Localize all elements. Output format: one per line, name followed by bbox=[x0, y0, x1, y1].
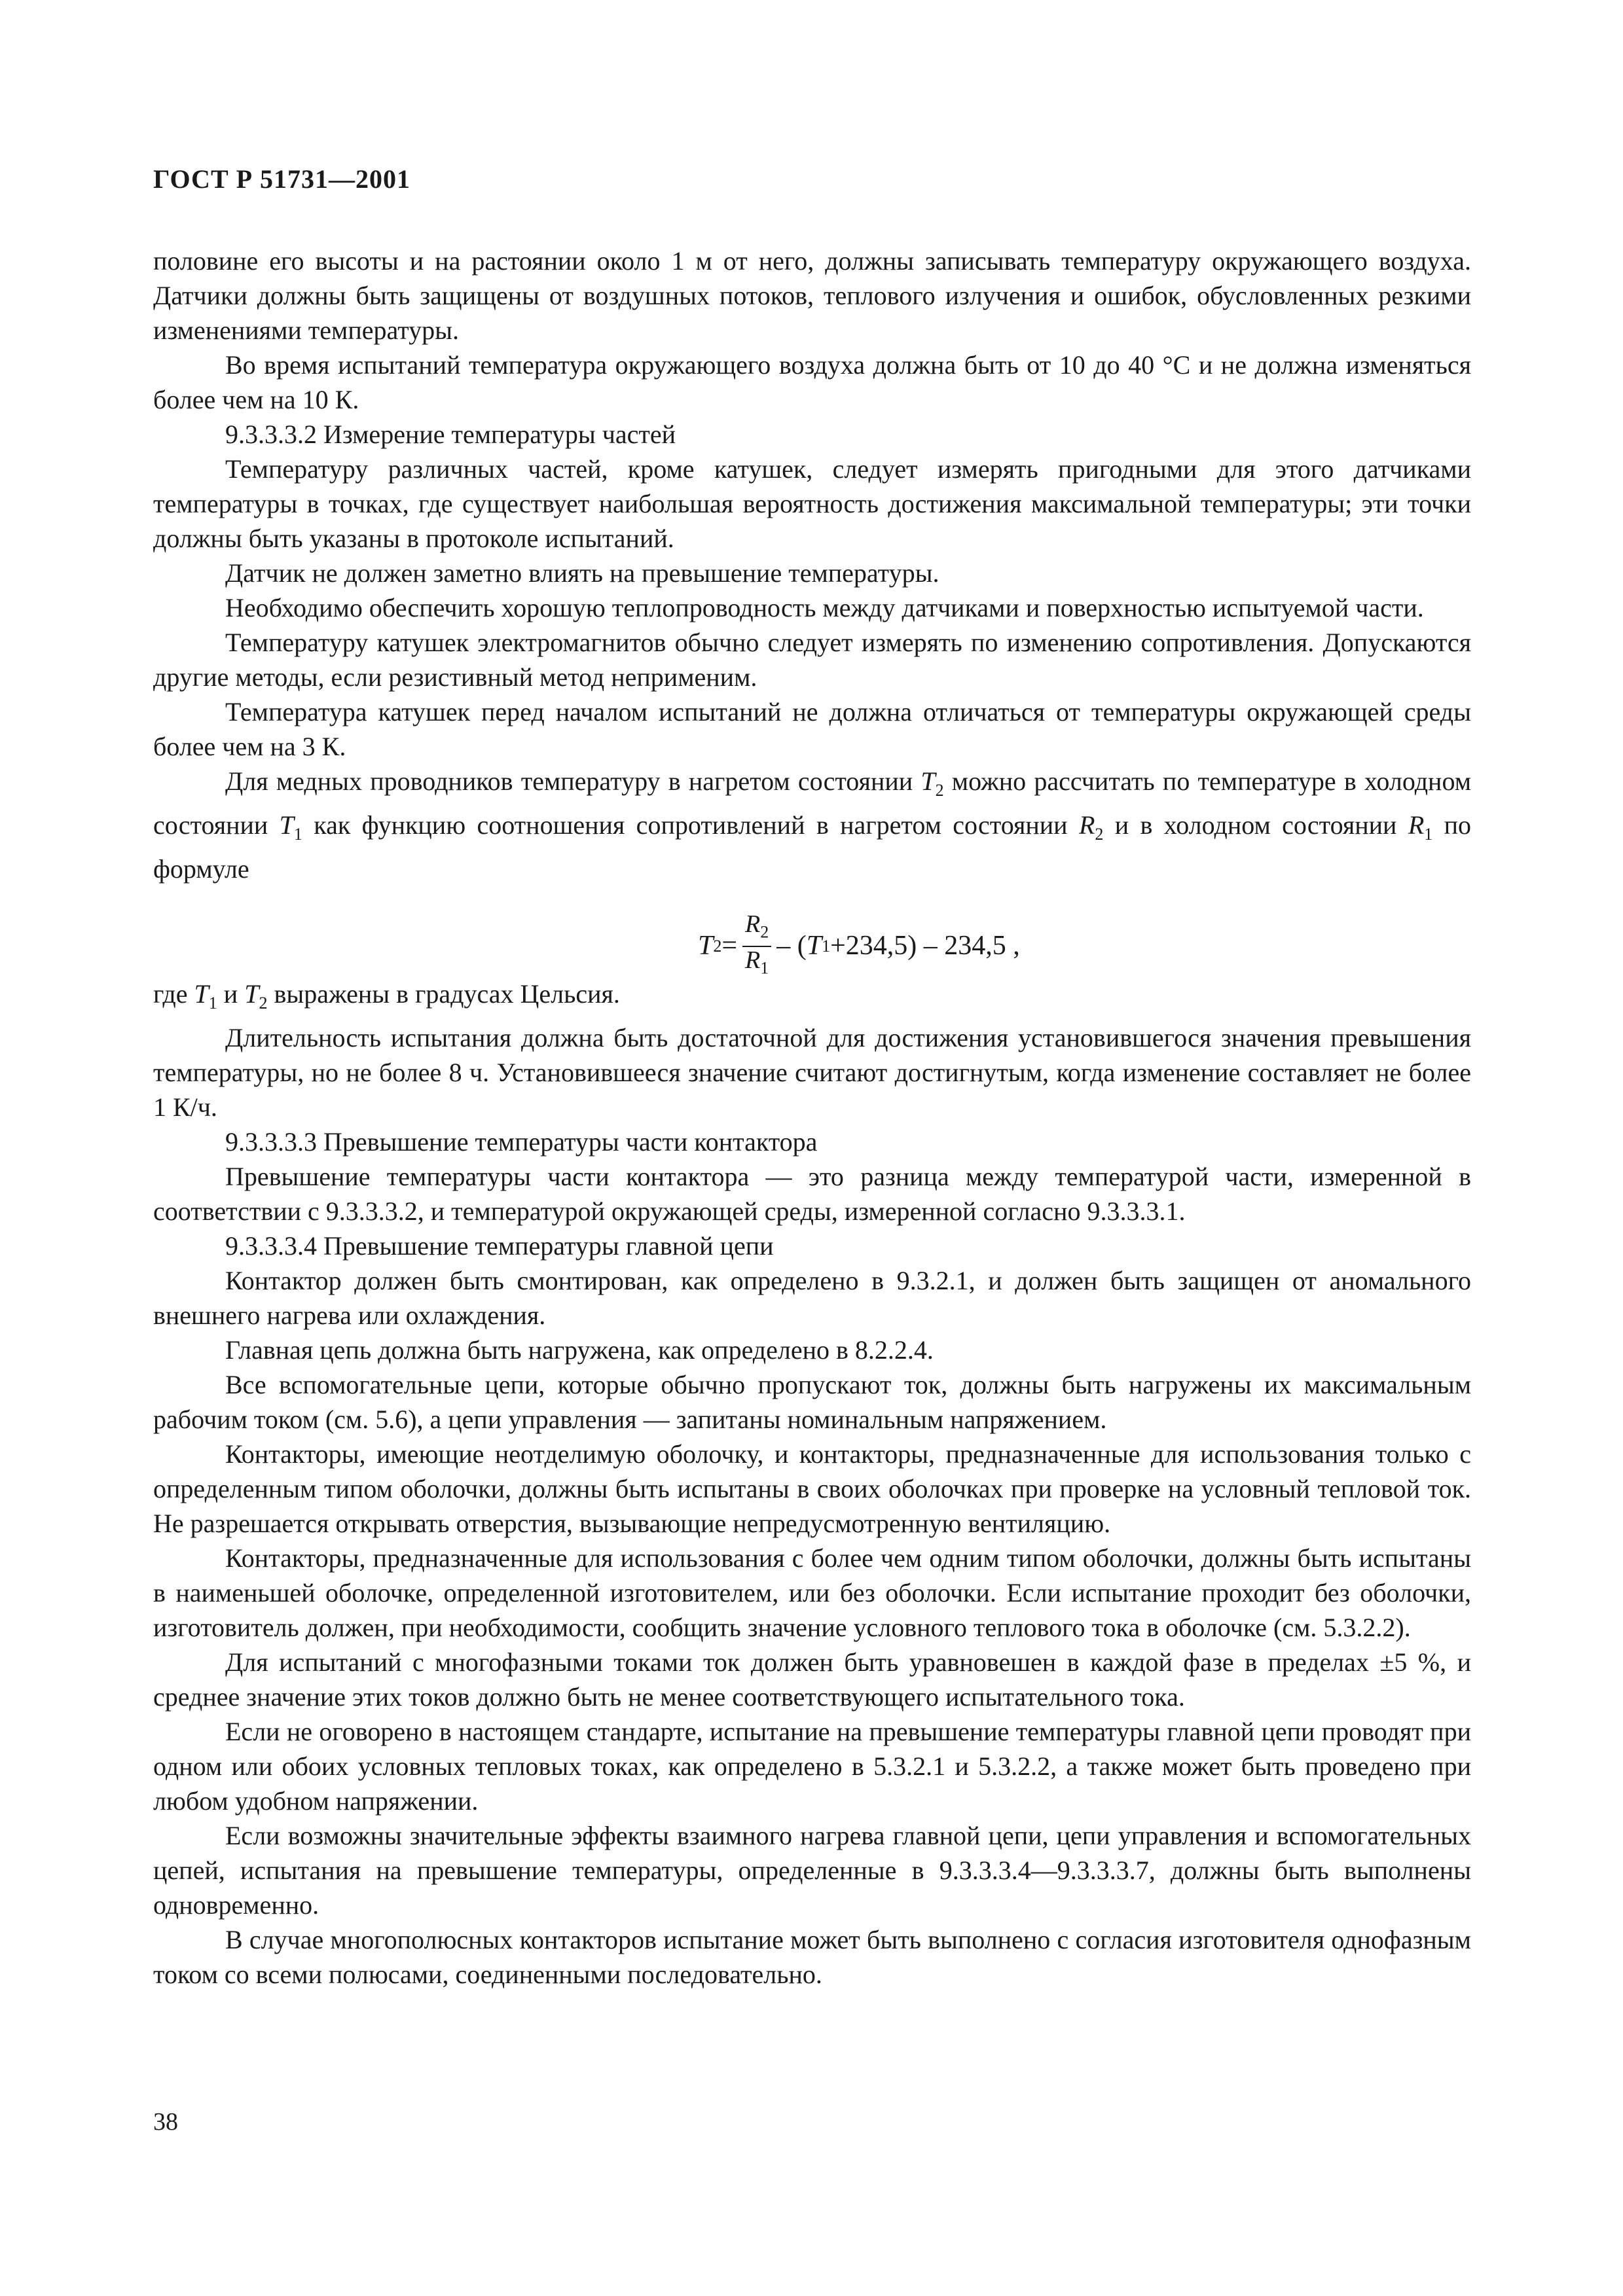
text-run: и в холодном состоянии bbox=[1103, 810, 1408, 840]
formula-den-symbol: R bbox=[745, 946, 761, 974]
formula-mid: – ( bbox=[776, 931, 807, 961]
paragraph: Если не оговорено в настоящем стандарте, испытание на превышение температуры главной цепи проводят при одном или обоих условных тепловых токах, как определено в 5.3.2.1 и 5.3.2.2, а также может быть проведено при любом удобном напряжении. bbox=[153, 1717, 1471, 1816]
page-number: 38 bbox=[153, 2108, 178, 2136]
paragraph: Температура катушек перед началом испытаний не должна отличаться от температуры окружающей среды более чем на 3 К. bbox=[153, 697, 1471, 761]
paragraph: Все вспомогательные цепи, которые обычно пропускают ток, должны быть нагружены их максимальным рабочим током (см. 5.6), а цепи управления — запитаны номинальным напряжением. bbox=[153, 1370, 1471, 1434]
formula-den-sub: 1 bbox=[760, 958, 769, 978]
formula-numerator bbox=[742, 911, 771, 947]
paragraph: Датчик не должен заметно влиять на превышение температуры. bbox=[225, 558, 939, 588]
symbol-r: R bbox=[1408, 810, 1425, 840]
paragraph: Длительность испытания должна быть достаточной для достижения установившегося значения превышения температуры, но не более 8 ч. Установившееся значение считают достигнутым, когда изменение составляет не более 1 К/ч. bbox=[153, 1023, 1471, 1122]
paragraph: Температуру различных частей, кроме катушек, следует измерять пригодными для этого датчиками температуры в точках, где существует наибольшая вероятность достижения максимальной температуры; эти точки должны быть указаны в протоколе испытаний. bbox=[153, 454, 1471, 553]
text-run: и bbox=[217, 979, 245, 1009]
paragraph: Для испытаний с многофазными токами ток должен быть уравновешен в каждой фазе в пределах ±5 %, и среднее значение этих токов должно быть не менее соответствующего испытательного тока. bbox=[153, 1647, 1471, 1712]
paragraph: Контакторы, имеющие неотделимую оболочку, и контакторы, предназначенные для использования только с определенным типом оболочки, должны быть испытаны в своих оболочках при проверке на условный тепловой ток. Не разрешается открывать отверстия, вызывающие непредусмотренную вентиляцию. bbox=[153, 1439, 1471, 1538]
paragraph: Контактор должен быть смонтирован, как определено в 9.3.2.1, и должен быть защищен от аномального внешнего нагрева или охлаждения. bbox=[153, 1266, 1471, 1330]
formula bbox=[153, 886, 1471, 977]
section-heading: 9.3.3.3.2 Измерение температуры частей bbox=[225, 420, 676, 449]
paragraph: Необходимо обеспечить хорошую теплопроводность между датчиками и поверхностью испытуемой части. bbox=[225, 593, 1424, 622]
paragraph: Главная цепь должна быть нагружена, как определено в 8.2.2.4. bbox=[225, 1335, 934, 1365]
formula-num-symbol: R bbox=[745, 910, 761, 938]
text-run: где bbox=[153, 979, 194, 1009]
subscript: 2 bbox=[259, 994, 268, 1013]
symbol-t: T bbox=[921, 766, 936, 796]
formula-lhs: T bbox=[698, 931, 714, 961]
paragraph: Во время испытаний температура окружающего воздуха должна быть от 10 до 40 °С и не должна изменяться более чем на 10 К. bbox=[153, 350, 1471, 414]
formula-t1-sub: 1 bbox=[822, 937, 831, 956]
subscript: 2 bbox=[1095, 825, 1104, 844]
paragraph: Превышение температуры части контактора — это разница между температурой части, измеренной в соответствии с 9.3.3.3.2, и температурой окружающей среды, измеренной согласно 9.3.3.3.1. bbox=[153, 1162, 1471, 1226]
subscript: 1 bbox=[208, 994, 217, 1013]
paragraph: В случае многополюсных контакторов испытание может быть выполнено с согласия изготовителя однофазным током со всеми полюсами, соединенными последовательно. bbox=[153, 1925, 1471, 1989]
subscript: 1 bbox=[1424, 825, 1433, 844]
text-run: выражены в градусах Цельсия. bbox=[267, 979, 620, 1009]
text-run: Для медных проводников температуру в нагретом состоянии bbox=[225, 766, 921, 796]
formula-equals: = bbox=[721, 931, 738, 961]
formula-num-sub: 2 bbox=[760, 922, 769, 942]
paragraph: Контакторы, предназначенные для использования с более чем одним типом оболочки, должны быть испытаны в наименьшей оболочке, определенной изготовителем, или без оболочки. Если испытание проходит без оболочки, изготовитель должен, при необходимости, сообщить значение условного теплового тока в оболочке (см. 5.3.2.2). bbox=[153, 1543, 1471, 1642]
formula-fraction bbox=[742, 911, 771, 981]
symbol-t: T bbox=[194, 979, 209, 1009]
symbol-r: R bbox=[1078, 810, 1095, 840]
formula-t1: T bbox=[806, 931, 822, 961]
paragraph: Если возможны значительные эффекты взаимного нагрева главной цепи, цепи управления и вспомогательных цепей, испытания на превышение температуры, определенные в 9.3.3.3.4—9.3.3.3.7, должны быть выполнены одновременно. bbox=[153, 1821, 1471, 1920]
section-heading: 9.3.3.3.4 Превышение температуры главной цепи bbox=[225, 1231, 774, 1261]
document-header: ГОСТ Р 51731—2001 bbox=[153, 164, 411, 194]
formula-tail: +234,5) – 234,5 , bbox=[830, 931, 1020, 961]
paragraph: половине его высоты и на растоянии около 1 м от него, должны записывать температуру окружающего воздуха. Датчики должны быть защищены от воздушных потоков, теплового излучения и ошибок, обусловленных резкими изменениями температуры. bbox=[153, 246, 1471, 345]
section-heading: 9.3.3.3.3 Превышение температуры части контактора bbox=[225, 1127, 818, 1157]
body-text bbox=[153, 243, 1471, 1992]
subscript: 2 bbox=[935, 781, 944, 800]
formula-expression bbox=[698, 911, 1020, 981]
paragraph: Температуру катушек электромагнитов обычно следует измерять по изменению сопротивления. Допускаются другие методы, если резистивный метод неприменим. bbox=[153, 628, 1471, 692]
formula-lhs-sub: 2 bbox=[713, 937, 722, 956]
formula-denominator bbox=[742, 947, 771, 982]
subscript: 1 bbox=[293, 825, 302, 844]
symbol-t: T bbox=[244, 979, 259, 1009]
text-run: по формуле bbox=[153, 810, 1472, 884]
text-run: как функцию соотношения сопротивлений в нагретом состоянии bbox=[302, 810, 1079, 840]
text-run: можно рассчитать по температуре в холодном состоянии bbox=[153, 766, 1472, 840]
paragraph bbox=[153, 764, 1471, 886]
paragraph bbox=[153, 977, 1471, 1020]
symbol-t: T bbox=[279, 810, 294, 840]
